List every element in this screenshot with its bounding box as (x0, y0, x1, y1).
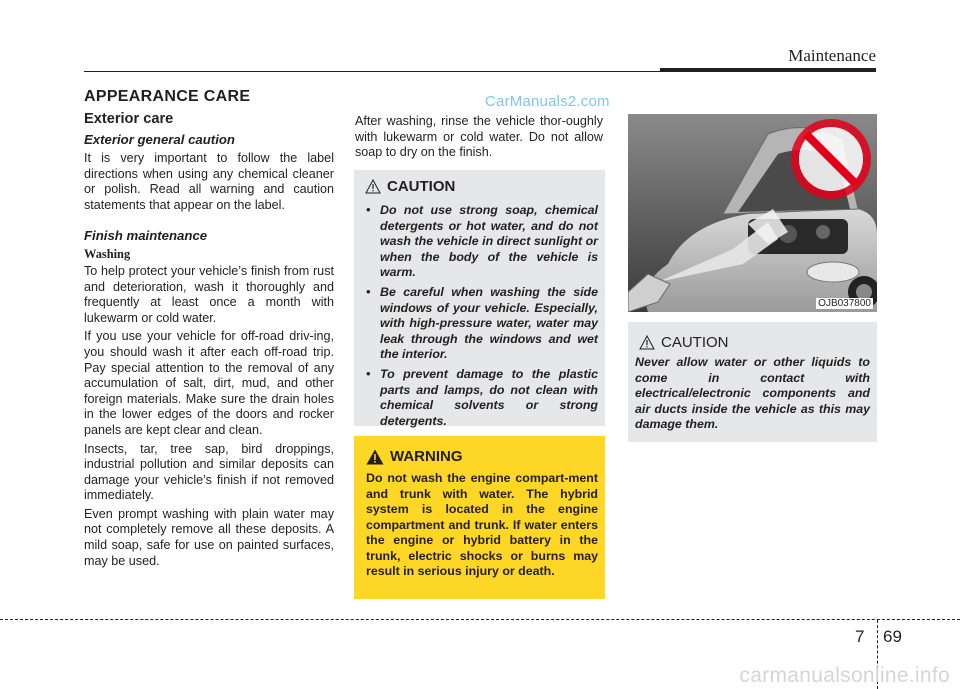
exterior-care-column (84, 110, 334, 572)
header-section-title: Maintenance (788, 46, 876, 65)
header-rule (84, 71, 660, 72)
caution-label: CAUTION (387, 178, 456, 195)
warning-label: WARNING (390, 448, 463, 465)
caution-triangle-icon (639, 335, 655, 350)
caution-item: • Do not use strong soap, chemical detergents or hot water, and do not wash the vehicle in direct sunlight or when the body of the vehicle is warm. (366, 203, 598, 280)
exterior-care-heading: Exterior care (84, 111, 174, 127)
section-title: APPEARANCE CARE (84, 88, 251, 105)
washing-paragraph-3: Insects, tar, tree sap, bird droppings, industrial pollution and similar deposits can damage your vehicle’s finish if not removed immediately. (84, 441, 334, 503)
caution-header (365, 178, 455, 195)
caution-list (364, 203, 598, 433)
header-rule-accent (660, 68, 876, 72)
washing-paragraph-1: To help protect your vehicle’s finish from rust and deterioration, wash it thoroughly and frequently at least once a month with lukewarm or cold water. (84, 263, 334, 325)
chapter-number: 7 (855, 627, 865, 646)
warning-header (366, 448, 463, 465)
warning-box (354, 436, 605, 599)
caution-header-secondary (639, 334, 729, 351)
washing-paragraph-4: Even prompt washing with plain water may not completely remove all these deposits. A mild soap, safe for use on painted surfaces, may be used. (84, 506, 334, 568)
caution-triangle-icon (365, 179, 381, 194)
page-number: 69 (883, 627, 902, 646)
engine-wash-illustration (628, 114, 877, 312)
caution-item: • Be careful when washing the side windows of your vehicle. Especially, with high-pressure water, water may leak through the windows and wet the interior. (366, 284, 598, 362)
watermark-top: CarManuals2.com (485, 93, 610, 110)
general-caution-heading: Exterior general caution (84, 132, 235, 147)
washing-paragraph-2: If you use your vehicle for off-road driv-ing, you should wash it after each off-road trip. Pay special attention to the removal of any accumulation of salt, dirt, mud, and other foreign materials. Make sure the drain holes in the lower edges of the doors and rocker panels are kept clear and clean. (84, 329, 334, 437)
general-caution-text: It is very important to follow the label directions when using any chemical cleaner or polish. Read all warning and caution statements that appear on the label. (84, 151, 334, 212)
image-code: OJB037800 (818, 298, 871, 309)
caution-item: • To prevent damage to the plastic parts and lamps, do not clean with chemical solvents or strong detergents. (366, 366, 598, 428)
caution-label-secondary: CAUTION (661, 334, 729, 351)
caution-box-secondary (628, 322, 877, 442)
washing-heading: Washing (84, 247, 131, 262)
footer-divider (0, 619, 960, 620)
after-washing-text: After washing, rinse the vehicle thor-oughly with lukewarm or cold water. Do not allow soap to dry on the finish. (355, 114, 603, 160)
warning-triangle-icon (366, 449, 384, 465)
watermark-bottom: carmanualsonline.info (739, 664, 950, 687)
illustration-washing-engine (628, 114, 877, 312)
caution-box (354, 170, 605, 426)
finish-maintenance-heading: Finish maintenance (84, 228, 208, 244)
warning-text: Do not wash the engine compart-ment and trunk with water. The hybrid system is located in the engine compartment and trunk. If water enters the engine or hybrid battery in the trunk, electric shocks or burns may result in serious injury or death. (366, 471, 598, 578)
caution-text-secondary: Never allow water or other liquids to come in contact with electrical/electronic components and air ducts inside the vehicle as this may damage them. (635, 355, 870, 432)
